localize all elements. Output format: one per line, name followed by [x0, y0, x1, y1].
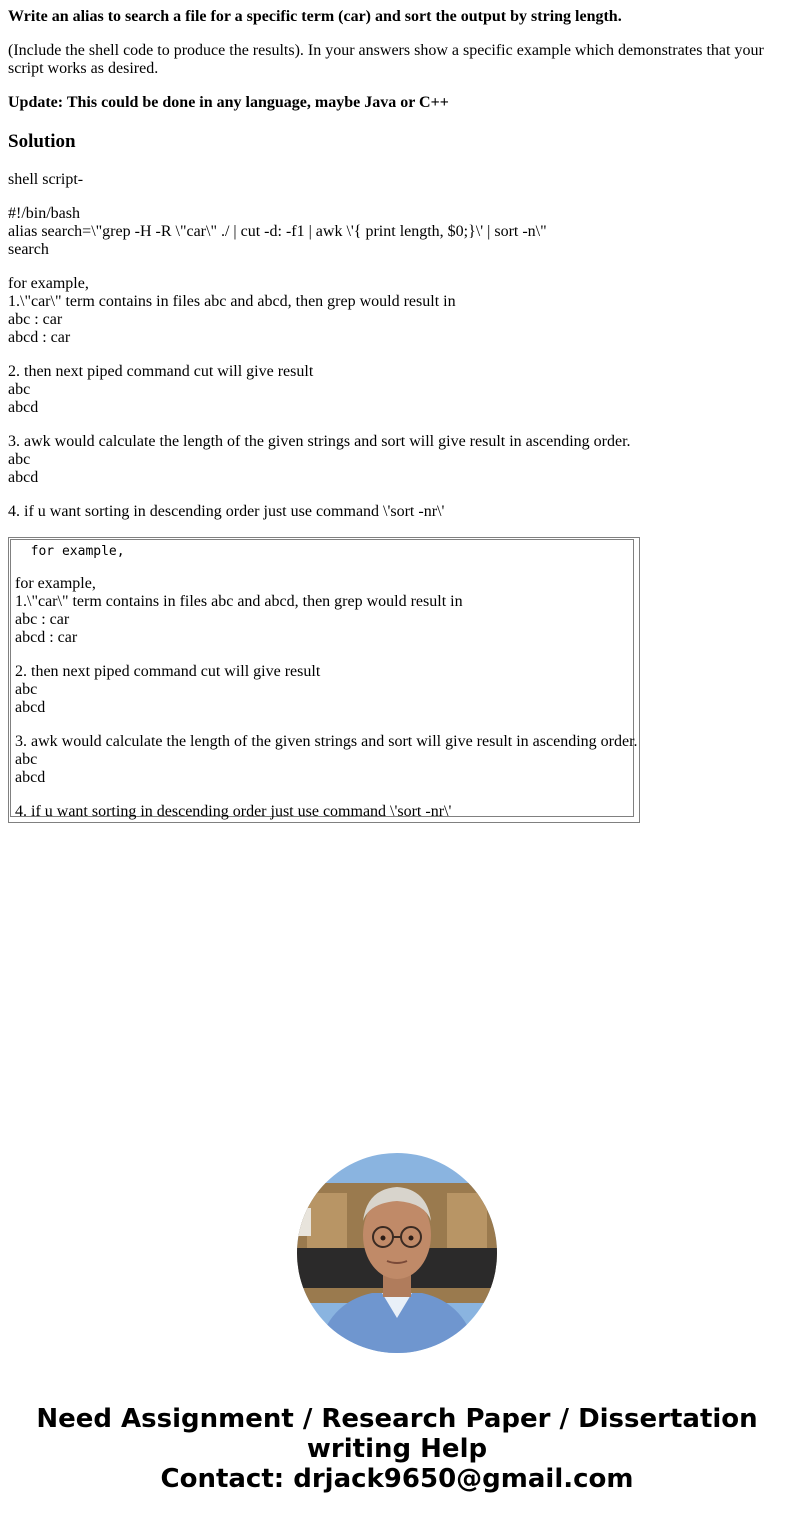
example-step4-block	[8, 503, 444, 521]
script-label: shell script-	[8, 171, 84, 188]
example-line: abcd	[8, 399, 39, 416]
answer-line: abc	[15, 681, 38, 698]
footer-line: Need Assignment / Research Paper / Dissertation	[36, 1404, 758, 1434]
spacer	[15, 787, 638, 803]
answer-line: 3. awk would calculate the length of the given strings and sort will give result in ascending order.	[15, 733, 638, 750]
question-description: (Include the shell code to produce the results). In your answers show a specific example which demonstrates that your script works as desired.	[8, 42, 764, 77]
script-code-block	[8, 205, 547, 259]
answer-table	[8, 537, 640, 823]
script-label-block	[8, 171, 83, 189]
example-line: abcd : car	[8, 329, 71, 346]
example-line: 1.\"car\" term contains in files abc and abcd, then grep would result in	[8, 293, 456, 310]
answer-line: 4. if u want sorting in descending order just use command \'sort -nr\'	[15, 803, 452, 820]
script-line: search	[8, 241, 49, 258]
footer-contact	[0, 1404, 794, 1494]
author-avatar	[297, 1153, 497, 1353]
question-update: Update: This could be done in any language, maybe Java or C++	[8, 94, 449, 111]
spacer	[15, 647, 638, 663]
example-line: abc	[8, 381, 31, 398]
answer-line: abcd	[15, 699, 46, 716]
footer-contact-line: Contact: drjack9650@gmail.com	[160, 1464, 634, 1494]
example-step2-block	[8, 363, 313, 417]
answer-line: 2. then next piped command cut will give result	[15, 663, 321, 680]
answer-line: 1.\"car\" term contains in files abc and abcd, then grep would result in	[15, 593, 463, 610]
question-title: Write an alias to search a file for a specific term (car) and sort the output by string length.	[8, 8, 622, 25]
example-line: abc : car	[8, 311, 63, 328]
example-line: abc	[8, 451, 31, 468]
answer-line: abc	[15, 751, 38, 768]
answer-line: abcd	[15, 769, 46, 786]
script-line: alias search=\"grep -H -R \"car\" ./ | cut -d: -f1 | awk \'{ print length, $0;}\' | sort -n\"	[8, 223, 547, 240]
spacer	[15, 717, 638, 733]
answer-example-intro: for example,	[15, 575, 96, 592]
avatar-photo-icon	[297, 1153, 497, 1353]
solution-heading: Solution	[8, 131, 76, 152]
example-intro: for example,	[8, 275, 89, 292]
example-line: abcd	[8, 469, 39, 486]
example-line: 4. if u want sorting in descending order just use command \'sort -nr\'	[8, 503, 445, 520]
example-line: 3. awk would calculate the length of the given strings and sort will give result in ascending order.	[8, 433, 631, 450]
answer-code-line: for example,	[15, 544, 125, 559]
example-line: 2. then next piped command cut will give result	[8, 363, 314, 380]
answer-line: abcd : car	[15, 629, 78, 646]
footer-line: writing Help	[306, 1434, 488, 1464]
script-line: #!/bin/bash	[8, 205, 80, 222]
example-step1-block	[8, 275, 456, 347]
answer-cell	[10, 539, 638, 820]
answer-cell-text	[15, 575, 638, 821]
answer-line: abc : car	[15, 611, 70, 628]
example-step3-block	[8, 433, 631, 487]
